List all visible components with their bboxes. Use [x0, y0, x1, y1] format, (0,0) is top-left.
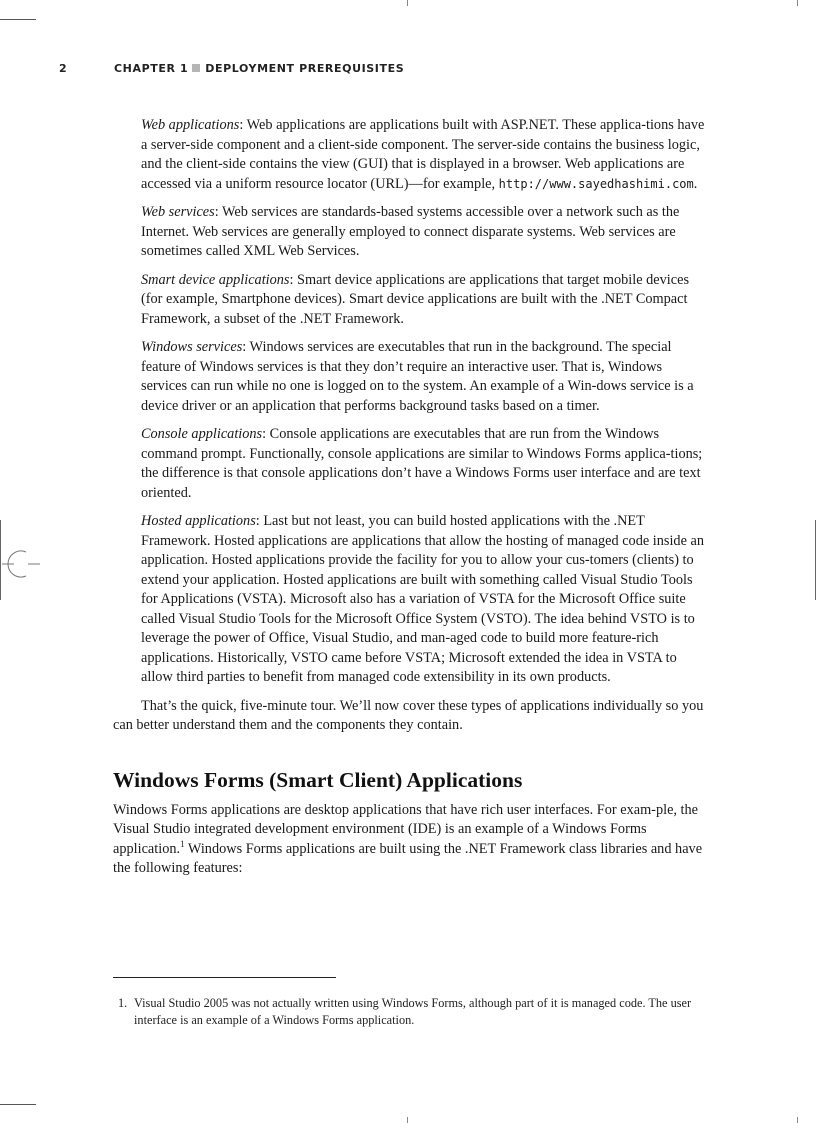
item-term: Web services: [141, 204, 215, 220]
footnote-number: 1.: [118, 996, 128, 1010]
section-paragraph: [113, 801, 705, 879]
crop-tick-top-right: [797, 0, 798, 6]
footnote-rule: [113, 977, 336, 978]
section-text: Windows Forms applications are desktop applications that have rich user interfaces. For exam-ple, the Visual Studio integrated development environment (IDE) is an example of a Windows Forms application.: [113, 801, 699, 857]
footnote-reference: 1: [180, 838, 185, 849]
item-text: : Last but not least, you can build hosted applications with the .NET Framework. Hosted applications are applications that allow the hosting of managed code inside an application. Hosted applications provide the facility for you to allow your cus-tomers (clients) to extend your application. Hosted applications are built with something called Visual Studio Tools for Applications (VSTA). Microsoft also has a variation of VSTA for the Microsoft Office suite called Visual Studio Tools for the Microsoft Office System (VSTO). The idea behind VSTO is to leverage the power of Office, Visual Studio, and man-aged code to build more feature-rich applications. Historically, VSTO came before VSTA; Microsoft extended the idea in VSTA to allow third parties to benefit from managed code extensibility in its own products.: [141, 513, 704, 685]
item-term: Smart device applications: [141, 271, 290, 288]
section-heading: Windows Forms (Smart Client) Applications: [113, 767, 523, 792]
summary-paragraph: That’s the quick, five-minute tour. We’ll now cover these types of applications individually so you can better understand them and the components they contain.: [113, 697, 704, 733]
crop-tick-bottom-right: [797, 1117, 798, 1123]
list-item-hosted-applications: [141, 512, 705, 688]
crop-tick-top-center: [407, 0, 408, 6]
list-item-smart-device-applications: [141, 271, 705, 330]
crop-mark-bottom-left: [0, 1104, 36, 1105]
crop-mark-left-edge: [0, 520, 1, 600]
item-term: Hosted applications: [141, 513, 256, 529]
url-code: http://www.sayedhashimi.com: [498, 176, 694, 191]
section-text-continued: Windows Forms applications are built using the .NET Framework class libraries and have the following features:: [113, 840, 703, 876]
item-text: : Smart device applications are applications that target mobile devices (for example, Smartphone devices). Smart device applications are built with the .NET Compact Framework, a subset of the .NET Framework.: [141, 271, 690, 327]
list-item-web-services: [141, 203, 705, 262]
page-number: 2: [59, 62, 68, 75]
item-term: Web applications: [141, 117, 240, 133]
running-head: [59, 62, 756, 78]
list-item-console-applications: [141, 425, 705, 503]
list-item-windows-services: [141, 338, 705, 416]
item-text-end: .: [693, 175, 698, 192]
chapter-heading: [114, 62, 404, 75]
registration-mark-icon: [2, 544, 40, 584]
item-term: Windows services: [141, 339, 243, 355]
item-text: : Web applications are applications built with ASP.NET. These applica-tions have a server-side component and a client-side component. The server-side contains the business logic, and the client-side contains the view (GUI) that is displayed in a browser. Web applications are accessed via a uniform resource locator (URL)—for example,: [141, 117, 705, 192]
item-term: Console applications: [141, 426, 263, 442]
crop-mark-top-left: [0, 19, 36, 20]
chapter-title: DEPLOYMENT PREREQUISITES: [205, 62, 405, 75]
crop-tick-bottom-center: [407, 1117, 408, 1123]
item-text: : Console applications are executables that are run from the Windows command prompt. Functionally, console applications are similar to Windows Forms applica-tions; the difference is that console applications don’t have a Windows Forms user interface and are text oriented.: [141, 426, 703, 501]
chapter-label: CHAPTER 1: [114, 62, 189, 75]
item-text: : Web services are standards-based systems accessible over a network such as the Internet. Web services are generally employed to connect disparate systems. Web services are sometimes called XML Web Services.: [141, 204, 680, 259]
page-body: [113, 116, 705, 888]
gray-square-icon: [192, 64, 200, 72]
footnote-text: Visual Studio 2005 was not actually written using Windows Forms, although part of it is managed code. The user interface is an example of a Windows Forms application.: [134, 996, 692, 1027]
item-text: : Windows services are executables that run in the background. The special feature of Windows services is that they don’t require an interactive user. That is, Windows services can run while no one is logged on to the system. An example of a Win-dows service is a device driver or an application that performs background tasks based on a timer.: [141, 339, 694, 414]
footnote: [118, 995, 698, 1028]
list-item-web-applications: [141, 116, 705, 194]
